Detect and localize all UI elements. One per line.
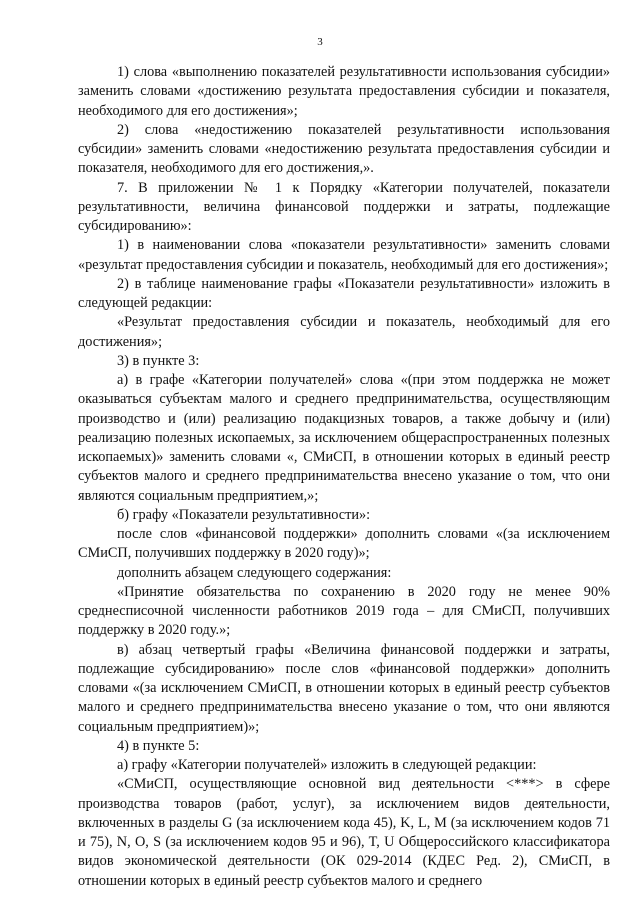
paragraph: а) графу «Категории получателей» изложить в следующей редакции: [117, 757, 537, 773]
paragraph: в) абзац четвертый графы «Величина финансовой поддержки и затраты, подлежащие субсидированию» после слов «финансовой поддержки» дополнить словами «(за исключением СМиСП, в отношении которых в единый реестр субъектов малого и среднего предпринимательства внесено указание о том, что они являются социальным предприятием)»; [78, 641, 610, 735]
paragraph: «СМиСП, осуществляющие основной вид деятельности <***> в сфере производства товаров (работ, услуг), за исключением видов деятельности, включенных в разделы G (за исключением кода 45), K, L, M (за исключением кодов 71 и 75), N, O, S (за исключением кодов 95 и 96), T, U Общероссийского классификатора видов экономической деятельности (ОК 029-2014 (КДЕС Ред. 2), СМиСП, в отношении которых в единый реестр субъектов малого и среднего [78, 776, 610, 889]
paragraph: дополнить абзацем следующего содержания: [117, 564, 392, 581]
paragraph: 2) в таблице наименование графы «Показатели результативности» изложить в следующей редакции: [78, 275, 610, 311]
paragraph: 7. В приложении № 1 к Порядку «Категории получателей, показатели результативности, величина финансовой поддержки и затраты, подлежащие субсидированию»: [78, 179, 610, 234]
paragraph: 2) слова «недостижению показателей результативности использования субсидии» заменить словами «недостижению результата предоставления субсидии и показателя, необходимого для его достижения,». [78, 121, 610, 177]
paragraph: 1) в наименовании слова «показатели результативности» заменить словами «результат предоставления субсидии и показатель, необходимый для его достижения»; [78, 237, 610, 273]
paragraph: 1) слова «выполнению показателей результативности использования субсидии» заменить словами «достижению результата предоставления субсидии и показателя, необходимого для его достижения»; [78, 64, 610, 119]
paragraph: «Принятие обязательства по сохранению в 2020 году не менее 90% среднесписочной численности работников 2019 года – для СМиСП, получивших поддержку в 2020 году.»; [78, 583, 610, 639]
paragraph: б) графу «Показатели результативности»: [117, 506, 371, 523]
page-number: 3 [317, 36, 323, 48]
paragraph: 4) в пункте 5: [117, 737, 200, 754]
paragraph: после слов «финансовой поддержки» дополнить словами «(за исключением СМиСП, получивших поддержку в 2020 году)»; [78, 526, 610, 562]
document-body [78, 63, 610, 891]
paragraph: «Результат предоставления субсидии и показатель, необходимый для его достижения»; [78, 314, 610, 350]
paragraph: 3) в пункте 3: [117, 352, 200, 369]
paragraph: а) в графе «Категории получателей» слова «(при этом поддержка не может оказываться субъектам малого и среднего предпринимательства, осуществляющим производство и (или) реализацию подакцизных товаров, а также добычу и (или) реализацию полезных ископаемых, за исключением общераспространенных полезных ископаемых)» заменить словами «, СМиСП, в отношении которых в единый реестр субъектов малого и среднего предпринимательства внесено указание о том, что они являются социальным предприятием,»; [78, 372, 610, 504]
